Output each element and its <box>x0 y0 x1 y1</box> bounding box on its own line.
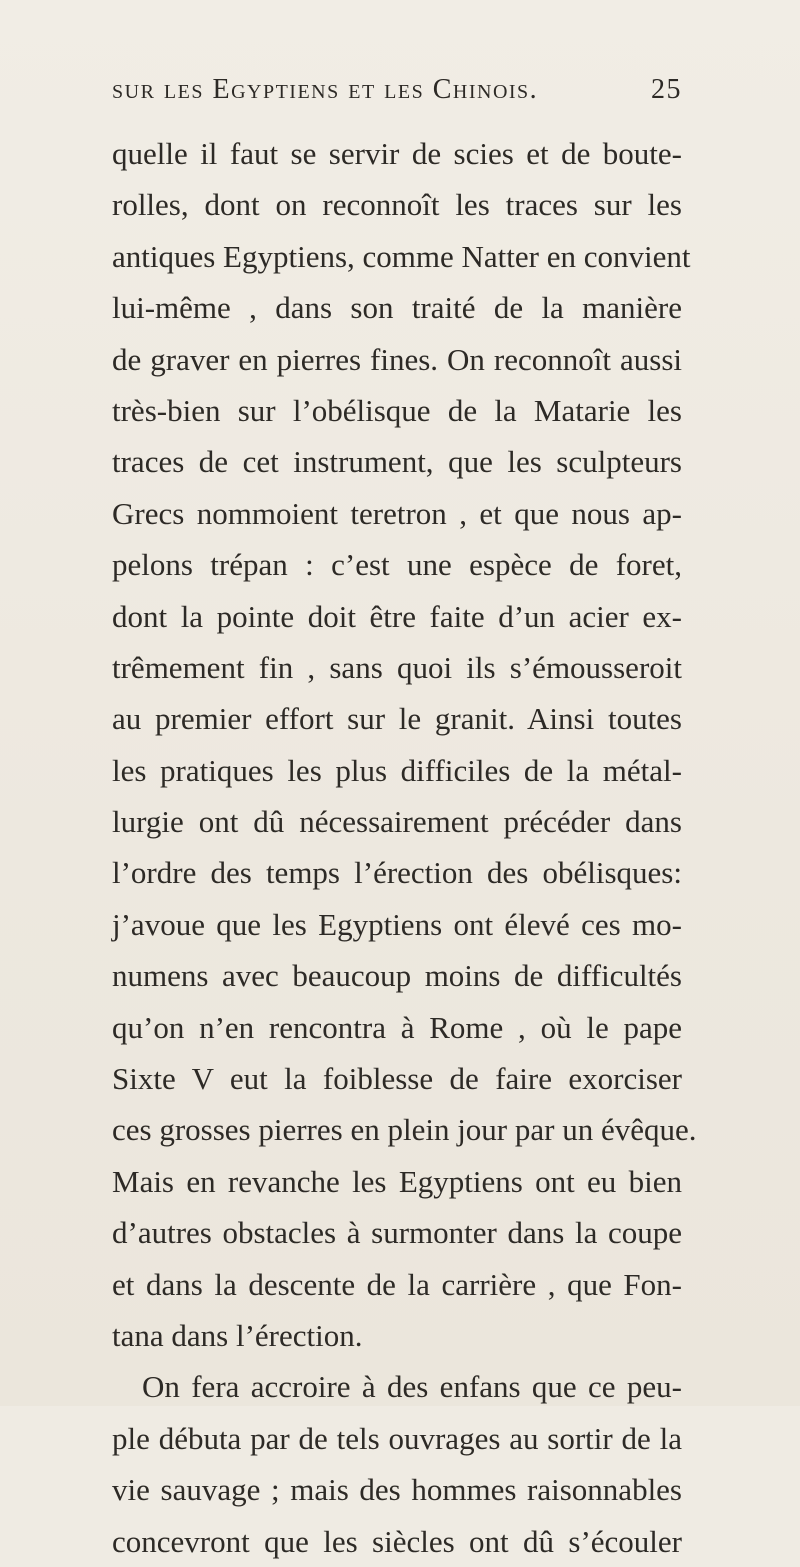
text-line: lui-même , dans son traité de la manière <box>112 290 682 326</box>
text-line: d’autres obstacles à surmonter dans la coupe <box>112 1215 682 1251</box>
text-line: ces grosses pierres en plein jour par un évêque. <box>112 1112 697 1148</box>
text-line: numens avec beaucoup moins de difficultés <box>112 958 682 994</box>
text-line: l’ordre des temps l’érection des obélisques: <box>112 855 682 891</box>
text-line: antiques Egyptiens, comme Natter en convient <box>112 238 691 274</box>
text-line: On fera accroire à des enfans que ce peu- <box>142 1369 682 1405</box>
text-line: au premier effort sur le granit. Ainsi toutes <box>112 701 682 737</box>
text-line: Mais en revanche les Egyptiens ont eu bien <box>112 1163 682 1199</box>
text-line: Sixte V eut la foiblesse de faire exorciser <box>112 1061 682 1097</box>
text-line: lurgie ont dû nécessairement précéder dans <box>112 804 682 840</box>
text-line: qu’on n’en rencontra à Rome , où le pape <box>112 1009 682 1045</box>
text-line: les pratiques les plus difficiles de la métal- <box>112 752 682 788</box>
text-line: dont la pointe doit être faite d’un acier ex- <box>112 598 682 634</box>
text-line: trêmement fin , sans quoi ils s’émousseroit <box>112 649 682 685</box>
text-line: ple débuta par de tels ouvrages au sortir de la <box>112 1420 682 1456</box>
running-head <box>112 74 682 114</box>
text-line: tana dans l’érection. <box>112 1317 363 1353</box>
running-head-title: sur les Egyptiens et les Chinois. <box>112 74 539 105</box>
text-line: de graver en pierres fines. On reconnoît aussi <box>112 341 682 377</box>
body-text <box>112 128 697 1567</box>
text-line: j’avoue que les Egyptiens ont élevé ces mo- <box>112 906 682 942</box>
text-line: concevront que les siècles ont dû s’écouler <box>112 1523 682 1559</box>
text-line: pelons trépan : c’est une espèce de foret, <box>112 547 682 583</box>
text-line: vie sauvage ; mais des hommes raisonnables <box>112 1472 682 1508</box>
text-line: et dans la descente de la carrière , que Fon- <box>112 1266 682 1302</box>
text-line: très-bien sur l’obélisque de la Matarie les <box>112 392 682 428</box>
text-line: Grecs nommoient teretron , et que nous ap- <box>112 495 682 531</box>
page-number: 25 <box>651 74 682 105</box>
text-line: quelle il faut se servir de scies et de boute- <box>112 136 682 171</box>
text-line: rolles, dont on reconnoît les traces sur les <box>112 187 682 223</box>
text-line: traces de cet instrument, que les sculpteurs <box>112 444 682 480</box>
